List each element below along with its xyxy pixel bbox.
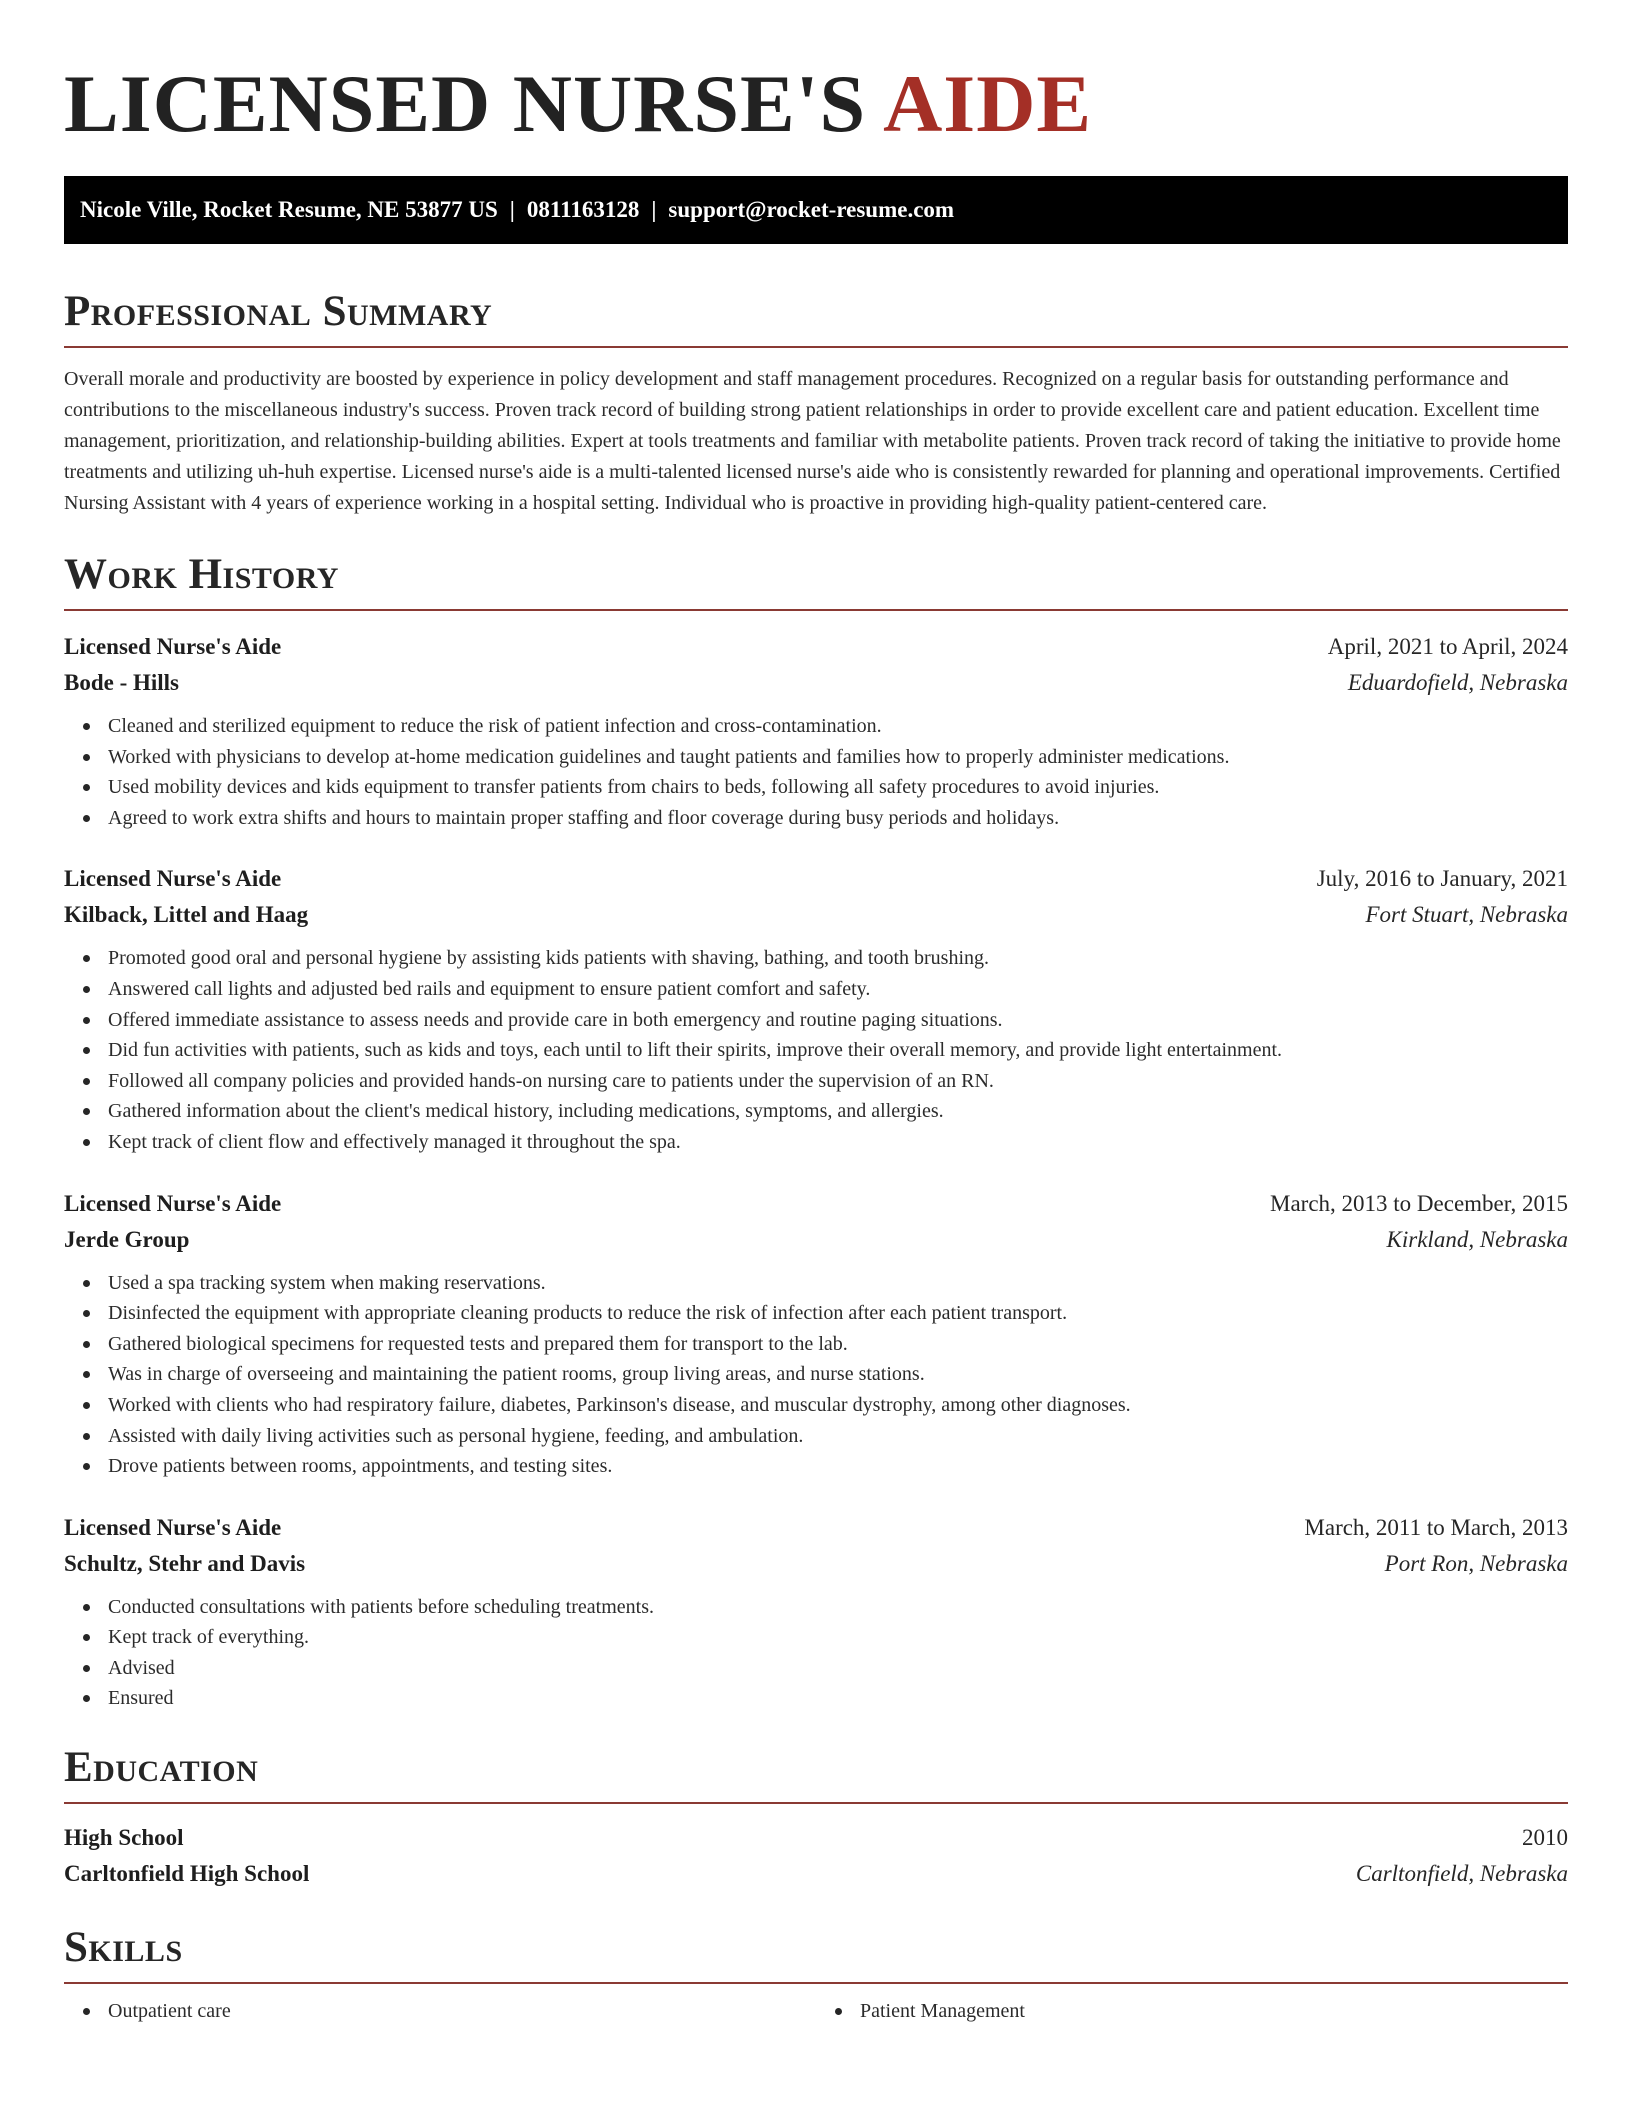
contact-separator: |	[509, 197, 515, 222]
job-bullet: Used mobility devices and kids equipment to transfer patients from chairs to beds, following all safety procedures to avoid injuries.	[108, 772, 1568, 803]
title-accent: AIDE	[883, 58, 1093, 149]
job-header-row	[64, 1186, 1568, 1222]
job-bullet: Disinfected the equipment with appropriate cleaning products to reduce the risk of infection after each patient transport.	[108, 1298, 1568, 1329]
job-header-row	[64, 1510, 1568, 1546]
job-bullet: Kept track of client flow and effectively managed it throughout the spa.	[108, 1127, 1568, 1158]
skills-column-left	[64, 1996, 816, 2027]
education-entry	[64, 1820, 1568, 1892]
job-bullet: Agreed to work extra shifts and hours to maintain proper staffing and floor coverage during busy periods and holidays.	[108, 803, 1568, 834]
job-dates: March, 2011 to March, 2013	[1304, 1514, 1568, 1540]
job-bullet: Worked with clients who had respiratory failure, diabetes, Parkinson's disease, and muscular dystrophy, among other diagnoses.	[108, 1390, 1568, 1421]
job-dates: July, 2016 to January, 2021	[1316, 866, 1568, 892]
job-bullet: Gathered information about the client's medical history, including medications, symptoms, and allergies.	[108, 1096, 1568, 1127]
contact-bar	[64, 176, 1568, 244]
job-entry	[64, 861, 1568, 1157]
job-bullets	[64, 943, 1568, 1157]
skills-column-right	[816, 1996, 1568, 2027]
contact-phone[interactable]: 0811163128	[526, 197, 640, 222]
job-bullet: Was in charge of overseeing and maintaining the patient rooms, group living areas, and nurse stations.	[108, 1359, 1568, 1390]
skill-item: Patient Management	[860, 1996, 1568, 2027]
education-school: Carltonfield High School	[64, 1861, 310, 1887]
job-bullet: Offered immediate assistance to assess needs and provide care in both emergency and routine paging situations.	[108, 1005, 1568, 1036]
contact-separator: |	[651, 197, 657, 222]
job-location: Kirkland, Nebraska	[1386, 1226, 1568, 1252]
skill-item: Outpatient care	[108, 1996, 816, 2027]
job-bullet: Advised	[108, 1653, 1568, 1684]
resume-title	[64, 0, 1568, 160]
job-bullet: Drove patients between rooms, appointments, and testing sites.	[108, 1451, 1568, 1482]
summary-text: Overall morale and productivity are boosted by experience in policy development and staff management procedures. Recognized on a regular basis for outstanding performance and contributions to the miscellaneous industry's success. Proven track record of building strong patient relationships in order to provide excellent care and patient education. Excellent time management, prioritization, and relationship-building abilities. Expert at tools treatments and familiar with metabolite patients. Proven track record of taking the initiative to provide home treatments and utilizing uh-huh expertise. Licensed nurse's aide is a multi-talented licensed nurse's aide who is consistently rewarded for planning and operational improvements. Certified Nursing Assistant with 4 years of experience working in a hospital setting. Individual who is proactive in providing high-quality patient-centered care.	[64, 368, 1561, 514]
job-bullet: Did fun activities with patients, such as kids and toys, each until to lift their spirits, improve their overall memory, and provide light entertainment.	[108, 1035, 1568, 1066]
job-bullet: Assisted with daily living activities such as personal hygiene, feeding, and ambulation.	[108, 1421, 1568, 1452]
job-bullet: Conducted consultations with patients before scheduling treatments.	[108, 1592, 1568, 1623]
job-title: Licensed Nurse's Aide	[64, 634, 282, 659]
job-bullet: Answered call lights and adjusted bed rails and equipment to ensure patient comfort and safety.	[108, 974, 1568, 1005]
job-title: Licensed Nurse's Aide	[64, 866, 282, 892]
resume-page	[64, 0, 1568, 2027]
skills-list	[64, 1996, 1568, 2027]
job-bullet: Worked with physicians to develop at-home medication guidelines and taught patients and families how to properly administer medications.	[108, 742, 1568, 773]
job-title: Licensed Nurse's Aide	[64, 1514, 282, 1540]
contact-address: Nicole Ville, Rocket Resume, NE 53877 US	[80, 197, 498, 222]
job-bullet: Kept track of everything.	[108, 1622, 1568, 1653]
job-dates: April, 2021 to April, 2024	[1327, 634, 1568, 659]
job-bullets	[64, 1268, 1568, 1482]
education-year: 2010	[1522, 1825, 1568, 1851]
job-company-row	[64, 1222, 1568, 1258]
education-degree: High School	[64, 1825, 184, 1851]
job-location: Fort Stuart, Nebraska	[1365, 902, 1568, 928]
work-history-heading: Work History	[64, 549, 1568, 611]
contact-email[interactable]: support@rocket-resume.com	[668, 197, 955, 222]
education-location: Carltonfield, Nebraska	[1355, 1861, 1568, 1887]
job-header-row	[64, 629, 1568, 665]
job-location: Eduardofield, Nebraska	[1347, 670, 1568, 695]
job-bullet: Ensured	[108, 1683, 1568, 1714]
job-bullet: Used a spa tracking system when making reservations.	[108, 1268, 1568, 1299]
skills-heading: Skills	[64, 1922, 1568, 1984]
job-bullet: Followed all company policies and provided hands-on nursing care to patients under the supervision of an RN.	[108, 1066, 1568, 1097]
education-degree-row	[64, 1820, 1568, 1856]
summary-heading: Professional Summary	[64, 286, 1568, 348]
job-entry	[64, 1510, 1568, 1714]
education-heading: Education	[64, 1742, 1568, 1804]
job-company-row	[64, 1546, 1568, 1582]
job-company: Kilback, Littel and Haag	[64, 902, 309, 928]
education-school-row	[64, 1856, 1568, 1892]
job-header-row	[64, 861, 1568, 897]
job-company-row	[64, 897, 1568, 933]
job-location: Port Ron, Nebraska	[1384, 1550, 1568, 1576]
job-company: Schultz, Stehr and Davis	[64, 1550, 306, 1576]
job-entry	[64, 629, 1568, 833]
job-company: Jerde Group	[64, 1226, 190, 1252]
job-dates: March, 2013 to December, 2015	[1270, 1190, 1568, 1216]
job-bullets	[64, 1592, 1568, 1714]
job-bullet: Gathered biological specimens for requested tests and prepared them for transport to the lab.	[108, 1329, 1568, 1360]
title-main: LICENSED NURSE'S	[64, 58, 867, 149]
job-entry	[64, 1186, 1568, 1482]
job-company: Bode - Hills	[64, 670, 180, 695]
job-company-row	[64, 665, 1568, 701]
job-bullet: Cleaned and sterilized equipment to reduce the risk of patient infection and cross-contamination.	[108, 711, 1568, 742]
job-bullets	[64, 711, 1568, 833]
job-title: Licensed Nurse's Aide	[64, 1190, 282, 1216]
job-bullet: Promoted good oral and personal hygiene by assisting kids patients with shaving, bathing, and tooth brushing.	[108, 943, 1568, 974]
